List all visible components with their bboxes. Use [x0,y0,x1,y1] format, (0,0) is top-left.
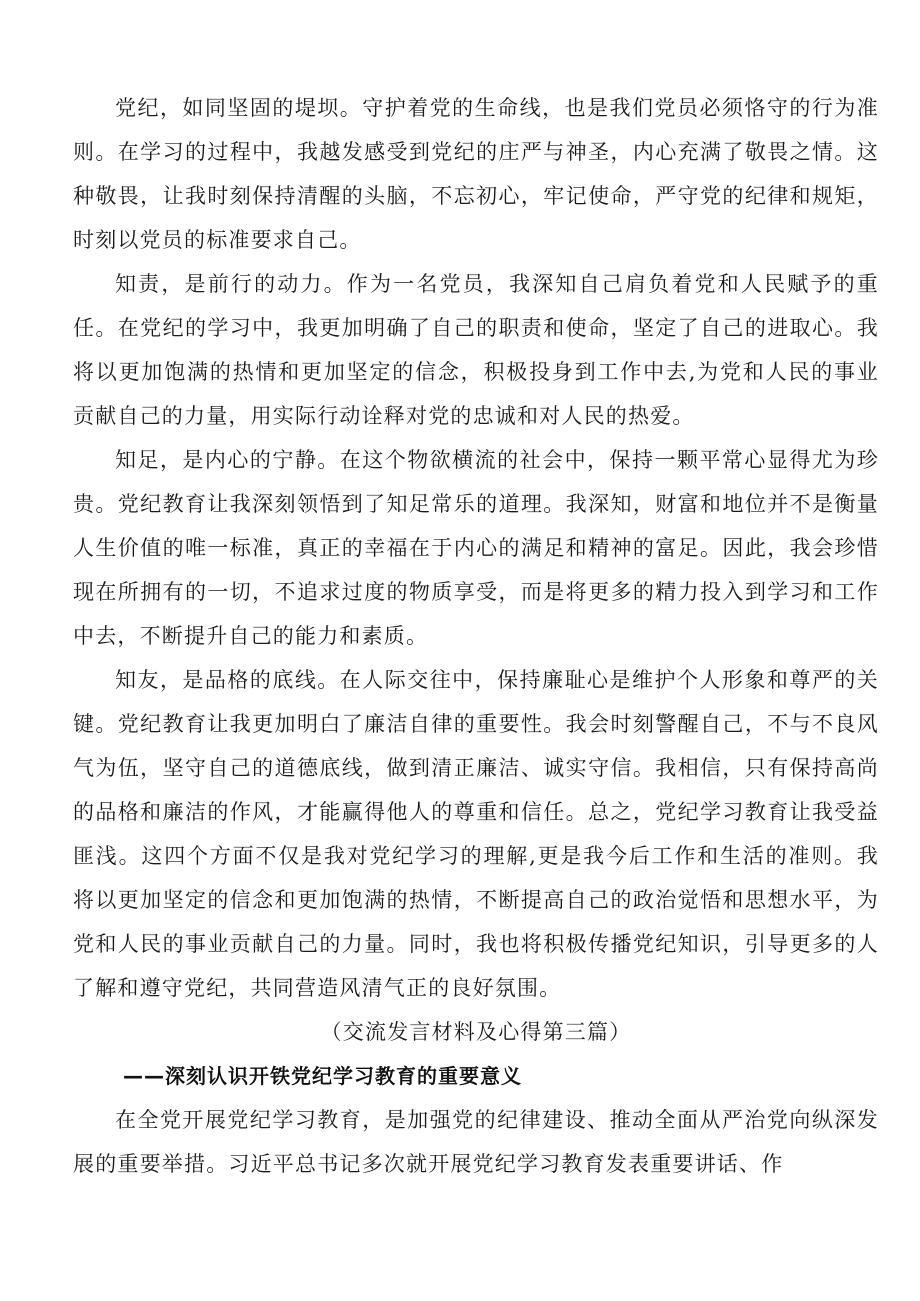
paragraph-know-responsibility: 知责，是前行的动力。作为一名党员，我深知自己肩负着党和人民赋予的重任。在党纪的学习中，我更加明确了自己的职责和使命，坚定了自己的进取心。我将以更加饱满的热情和更加坚定的信念，积极投身到工作中去,为党和人民的事业贡献自己的力量，用实际行动诠释对党的忠诚和对人民的热爱。 [73,272,879,428]
document-body [73,86,879,1186]
section-title: （交流发言材料及心得第三篇） [320,1020,632,1044]
paragraph-know-friends: 知友，是品格的底线。在人际交往中，保持廉耻心是维护个人形象和尊严的关键。党纪教育让我更加明白了廉洁自律的重要性。我会时刻警醒自己，不与不良风气为伍，坚守自己的道德底线，做到清正廉洁、诚实守信。我相信，只有保持高尚的品格和廉洁的作风，才能赢得他人的尊重和信任。总之，党纪学习教育让我受益匪浅。这四个方面不仅是我对党纪学习的理解,更是我今后工作和生活的准则。我将以更加坚定的信念和更加饱满的热情，不断提高自己的政治觉悟和思想水平，为党和人民的事业贡献自己的力量。同时，我也将积极传播党纪知识，引导更多的人了解和遵守党纪，共同营造风清气正的良好氛围。 [73,668,879,1000]
paragraph-know-contentment: 知足，是内心的宁静。在这个物欲横流的社会中，保持一颗平常心显得尤为珍贵。党纪教育让我深刻领悟到了知足常乐的道理。我深知，财富和地位并不是衡量人生价值的唯一标准，真正的幸福在于内心的满足和精神的富足。因此，我会珍惜现在所拥有的一切，不追求过度的物质享受，而是将更多的精力投入到学习和工作中去，不断提升自己的能力和素质。 [73,448,879,648]
paragraph-party-discipline: 党纪，如同坚固的堤坝。守护着党的生命线，也是我们党员必须恪守的行为准则。在学习的过程中，我越发感受到党纪的庄严与神圣，内心充满了敬畏之情。这种敬畏，让我时刻保持清醒的头脑，不忘初心，牢记使命，严守党的纪律和规矩，时刻以党员的标准要求自己。 [73,96,879,252]
paragraph-intro: 在全党开展党纪学习教育，是加强党的纪律建设、推动全面从严治党向纵深发展的重要举措。习近平总书记多次就开展党纪学习教育发表重要讲话、作 [73,1108,879,1176]
section-subtitle: ——深刻认识开铁党纪学习教育的重要意义 [123,1064,522,1088]
